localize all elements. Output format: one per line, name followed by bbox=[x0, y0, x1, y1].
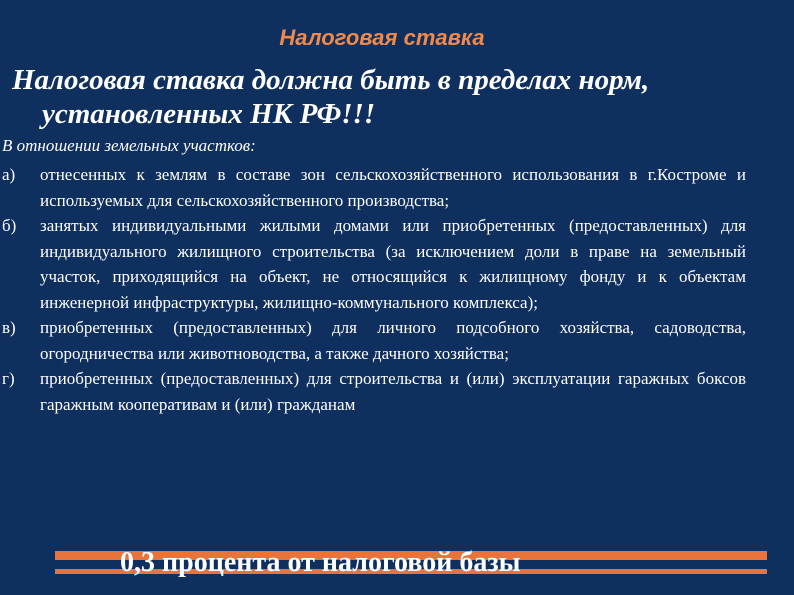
list-item-letter: б) bbox=[2, 216, 17, 235]
list-item-letter: а) bbox=[2, 165, 16, 184]
list-item-text: отнесенных к землям в составе зон сельскохозяйственного использования в г.Костроме и используемых для сельскохозяйственного производства; bbox=[40, 165, 746, 210]
slide-title: Налоговая ставка bbox=[279, 25, 485, 50]
list-item-text: занятых индивидуальными жилыми домами или приобретенных (предоставленных) для индивидуального жилищного строительства (за исключением доли в праве на земельный участок, приходящийся на объект, не относящийся к жилищному фонду и к объектам инженерной инфраструктуры, жилищно-коммунального комплекса); bbox=[40, 216, 746, 312]
tax-rate-result: 0,3 процента от налоговой базы bbox=[120, 547, 521, 578]
main-heading-line-1: Налоговая ставка должна быть в пределах норм, bbox=[12, 64, 650, 96]
list-item-letter: в) bbox=[2, 318, 16, 337]
main-heading-line-2: установленных НК РФ!!! bbox=[42, 98, 376, 130]
list-item-b bbox=[2, 213, 746, 315]
list-item-text: приобретенных (предоставленных) для личного подсобного хозяйства, садоводства, огородничества или животноводства, а также дачного хозяйства; bbox=[40, 318, 746, 363]
main-heading bbox=[12, 63, 772, 131]
list-item-text: приобретенных (предоставленных) для строительства и (или) эксплуатации гаражных боксов гаражным кооперативам и (или) гражданам bbox=[40, 369, 746, 414]
list-item-letter: г) bbox=[2, 369, 15, 388]
list-item-g bbox=[2, 366, 746, 417]
list-item-a bbox=[2, 162, 746, 213]
land-plot-list bbox=[2, 162, 746, 417]
intro-text: В отношении земельных участков: bbox=[2, 136, 256, 155]
list-item-v bbox=[2, 315, 746, 366]
